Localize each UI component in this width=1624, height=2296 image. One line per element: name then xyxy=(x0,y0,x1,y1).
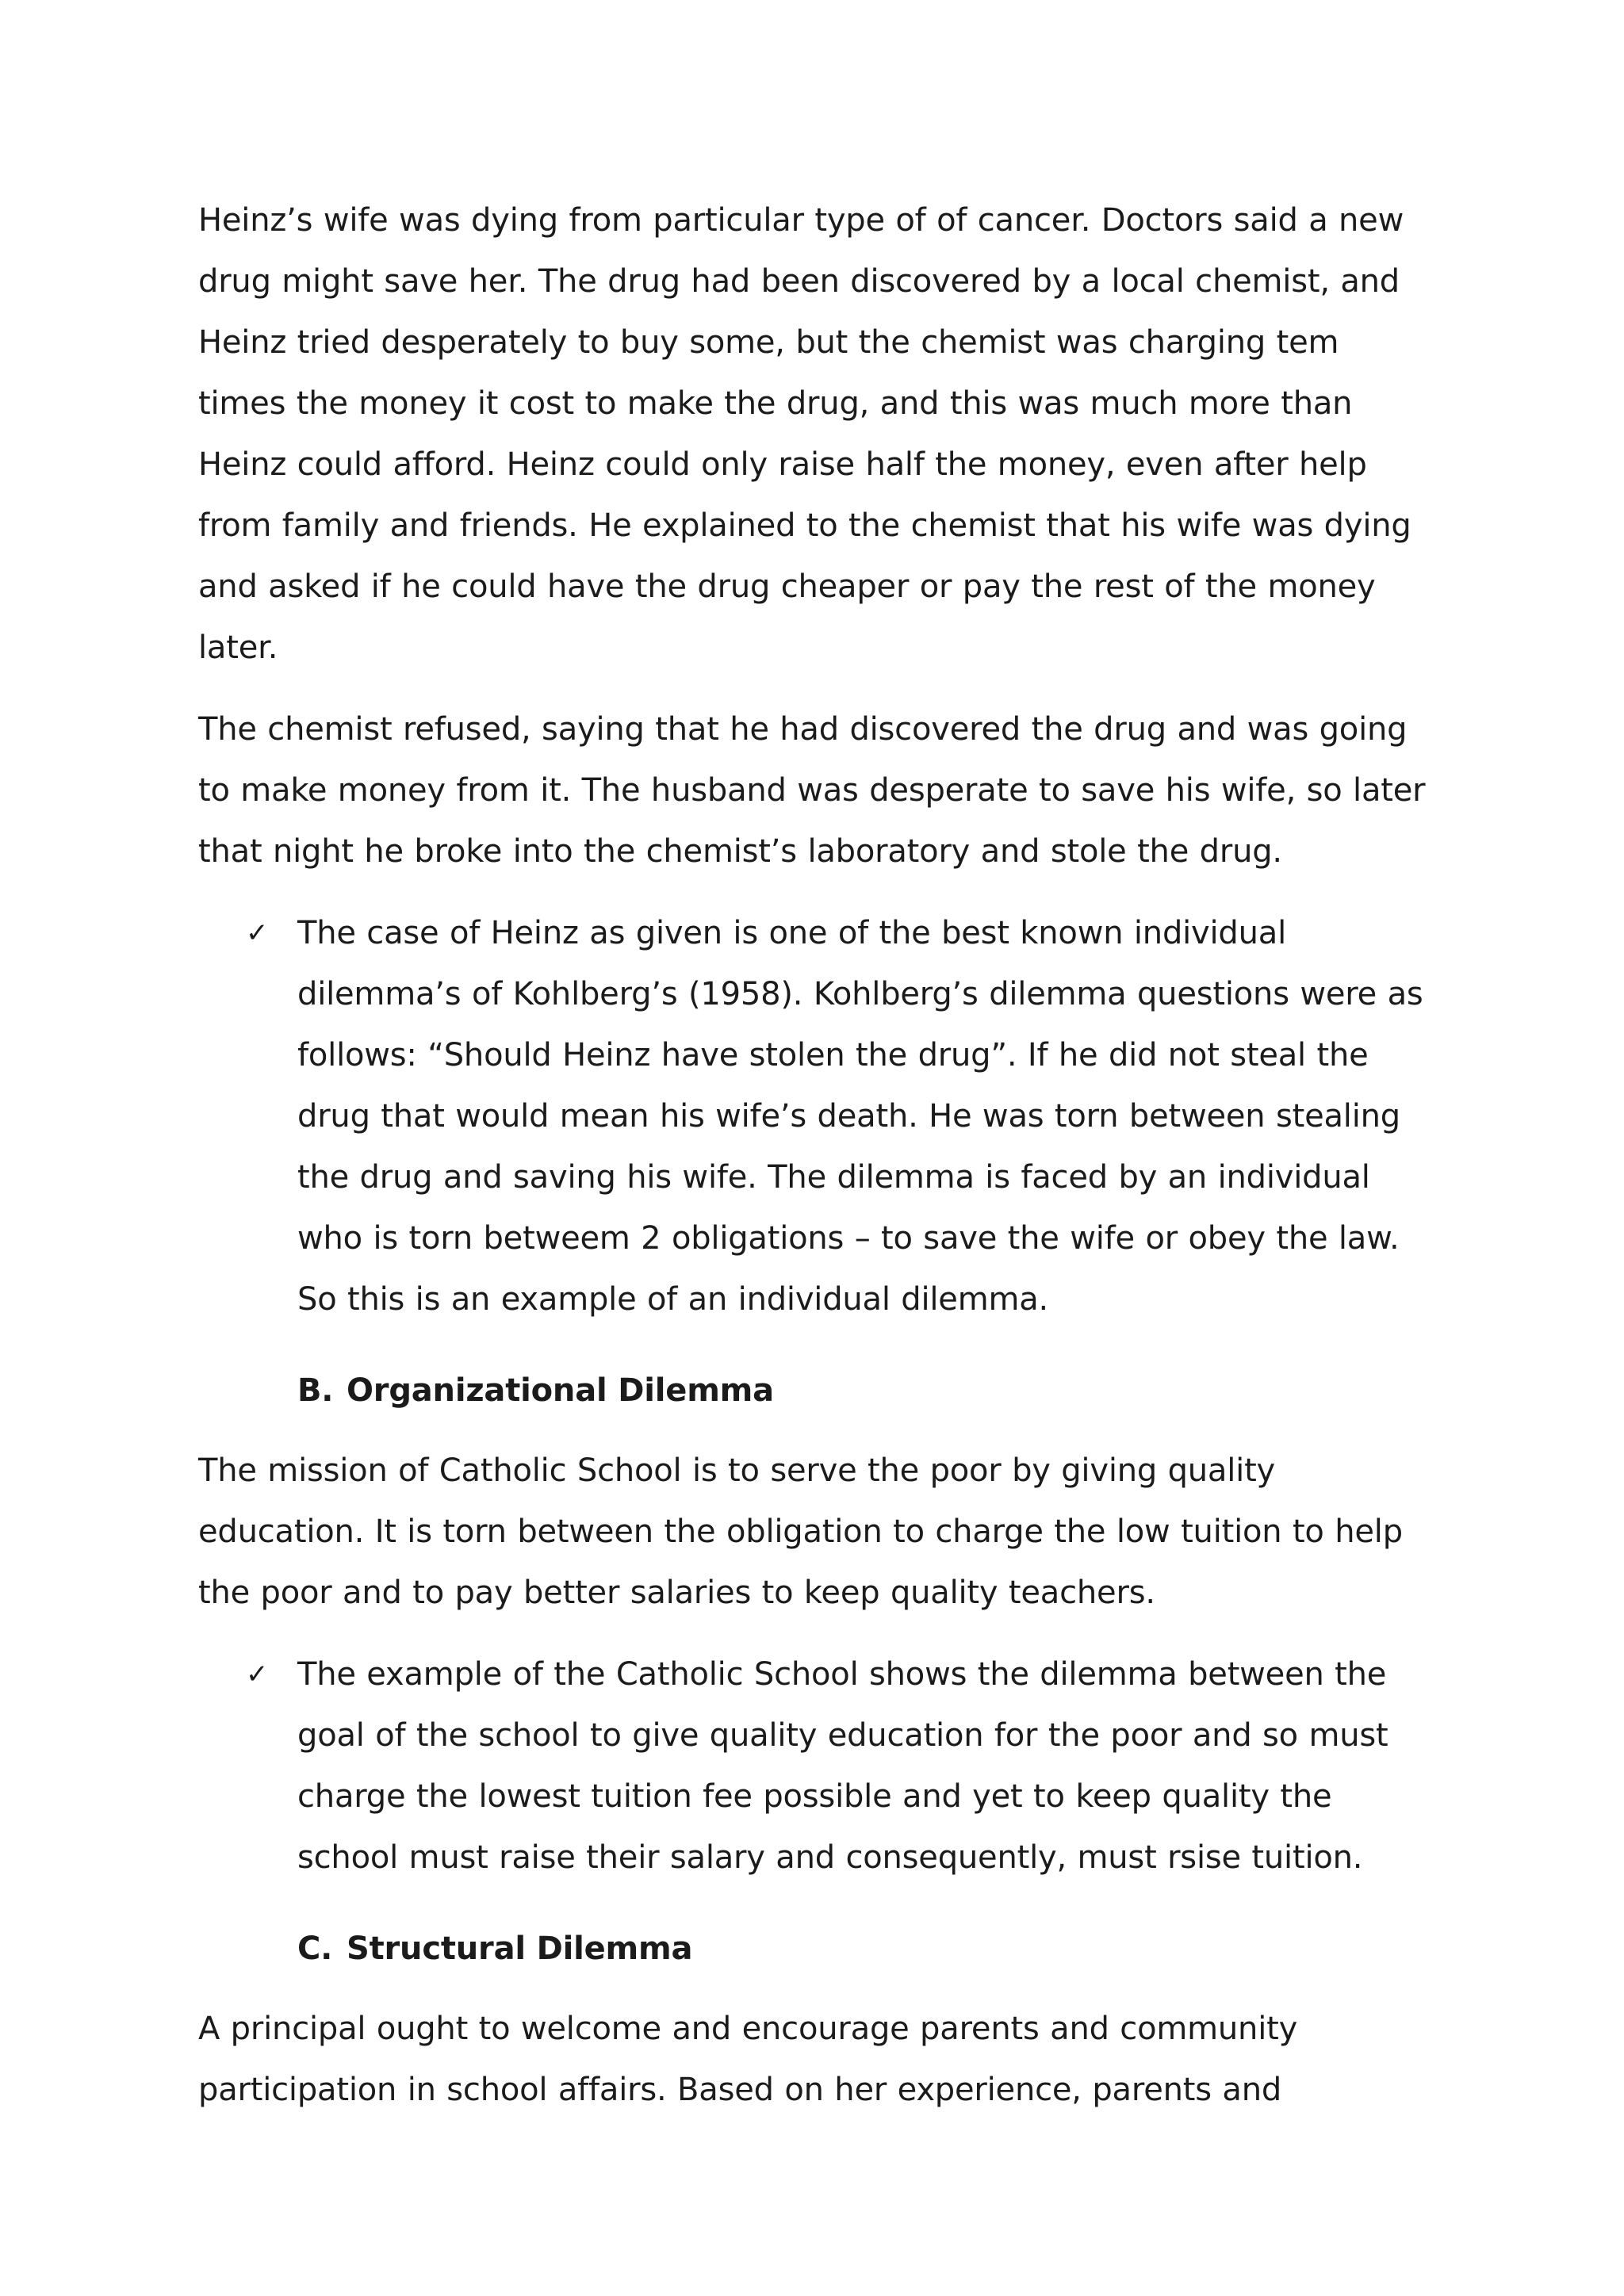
section-heading-organizational xyxy=(198,1360,1435,1422)
bullet-list-individual xyxy=(198,903,1435,1330)
section-title: Organizational Dilemma xyxy=(347,1372,774,1409)
bullet-text: The case of Heinz as given is one of the best known individual dilemma’s of Kohlberg’s (1958). Kohlberg’s dilemma questions were as follows: “Should Heinz have stolen the drug”. If he did not steal the drug that would mean his wife’s death. He was torn between stealing the drug and saving his wife. The dilemma is faced by an individual who is torn betweem 2 obligations – to save the wife or obey the law. So this is an example of an individual dilemma. xyxy=(297,915,1423,1318)
section-title: Structural Dilemma xyxy=(347,1931,693,1967)
checkmark-icon: ✓ xyxy=(246,1659,269,1690)
document-body xyxy=(198,190,1435,2141)
bullet-list-organizational xyxy=(198,1644,1435,1888)
list-item xyxy=(198,1644,1435,1888)
section-letter: C. xyxy=(297,1931,333,1967)
bullet-text: The example of the Catholic School shows the dilemma between the goal of the school to give quality education for the poor and so must charge the lowest tuition fee possible and yet to keep quality the school must raise their salary and consequently, must rsise tuition. xyxy=(297,1656,1388,1876)
section-heading-structural xyxy=(198,1919,1435,1980)
checkmark-icon: ✓ xyxy=(246,917,269,949)
list-item xyxy=(198,903,1435,1330)
section-letter: B. xyxy=(297,1372,334,1409)
paragraph-principal: A principal ought to welcome and encourage parents and community participation in school affairs. Based on her experience, parents and xyxy=(198,2011,1298,2108)
paragraph-heinz-story: Heinz’s wife was dying from particular type of of cancer. Doctors said a new drug might save her. The drug had been discovered by a local chemist, and Heinz tried desperately to buy some, but the chemist was charging tem times the money it cost to make the drug, and this was much more than Heinz could afford. Heinz could only raise half the money, even after help from family and friends. He explained to the chemist that his wife was dying and asked if he could have the drug cheaper or pay the rest of the money later. xyxy=(198,202,1411,666)
paragraph-chemist-refused: The chemist refused, saying that he had discovered the drug and was going to make money from it. The husband was desperate to save his wife, so later that night he broke into the chemist’s laboratory and stole the drug. xyxy=(198,711,1426,870)
paragraph-catholic-school: The mission of Catholic School is to serve the poor by giving quality education. It is torn between the obligation to charge the low tuition to help the poor and to pay better salaries to keep quality teachers. xyxy=(198,1452,1403,1611)
